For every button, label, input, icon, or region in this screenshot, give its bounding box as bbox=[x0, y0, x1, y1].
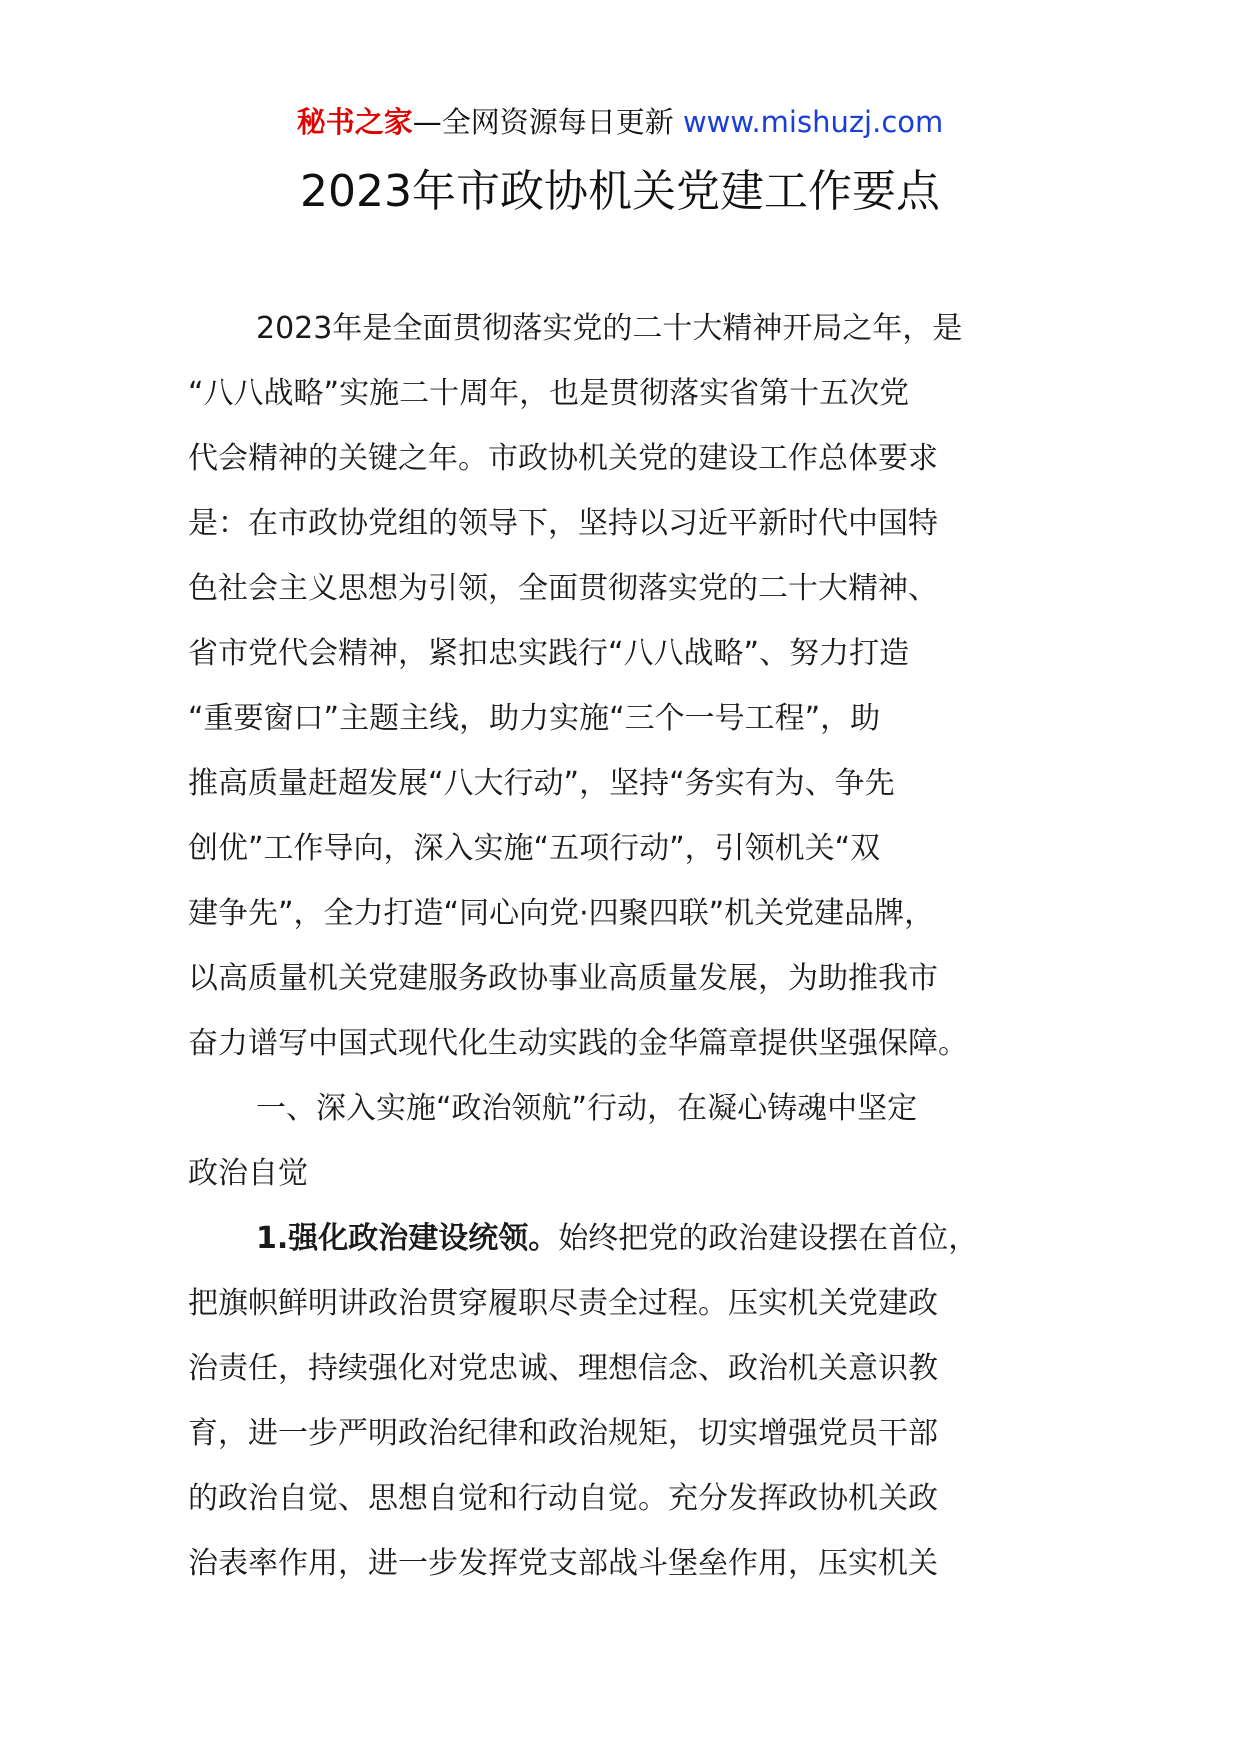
paragraph-line: 建争先”，全力打造“同心向党·四聚四联”机关党建品牌， bbox=[188, 896, 935, 931]
paragraph-line: 代会精神的关键之年。市政协机关党的建设工作总体要求 bbox=[188, 441, 938, 476]
paragraph-line: “重要窗口”主题主线，助力实施“三个一号工程”，助 bbox=[188, 701, 881, 736]
paragraph-line: “八八战略”实施二十周年，也是贯彻落实省第十五次党 bbox=[188, 376, 910, 411]
item-first-line bbox=[188, 1206, 1068, 1271]
paragraph-line: 治表率作用，进一步发挥党支部战斗堡垒作用，压实机关 bbox=[188, 1546, 938, 1581]
document-body bbox=[188, 296, 1068, 1596]
paragraph-line: 色社会主义思想为引领，全面贯彻落实党的二十大精神、 bbox=[188, 571, 938, 606]
document-title: 2023年市政协机关党建工作要点 bbox=[300, 166, 940, 217]
paragraph-line: 推高质量赶超发展“八大行动”，坚持“务实有为、争先 bbox=[188, 766, 895, 801]
paragraph-line: 创优”工作导向，深入实施“五项行动”，引领机关“双 bbox=[188, 831, 881, 866]
site-header bbox=[0, 102, 1240, 142]
item-bold-lead: 1.强化政治建设统领。 bbox=[256, 1221, 559, 1256]
paragraph-line: 把旗帜鲜明讲政治贯穿履职尽责全过程。压实机关党建政 bbox=[188, 1286, 938, 1321]
header-tagline: —全网资源每日更新 bbox=[412, 105, 683, 139]
paragraph-line: 是：在市政协党组的领导下，坚持以习近平新时代中国特 bbox=[188, 506, 938, 541]
section-heading-line: 政治自觉 bbox=[188, 1156, 308, 1191]
item-first-line-text: 始终把党的政治建设摆在首位， bbox=[558, 1221, 979, 1256]
paragraph-line: 育，进一步严明政治纪律和政治规矩，切实增强党员干部 bbox=[188, 1416, 938, 1451]
paragraph-line: 治责任，持续强化对党忠诚、理想信念、政治机关意识教 bbox=[188, 1351, 938, 1386]
section-heading-line: 一、深入实施“政治领航”行动，在凝心铸魂中坚定 bbox=[256, 1091, 918, 1126]
paragraph-line: 省市党代会精神，紧扣忠实践行“八八战略”、努力打造 bbox=[188, 636, 910, 671]
brand-name: 秘书之家 bbox=[296, 105, 413, 139]
paragraph-line: 以高质量机关党建服务政协事业高质量发展，为助推我市 bbox=[188, 961, 938, 996]
paragraph-line: 奋力谱写中国式现代化生动实践的金华篇章提供坚强保障。 bbox=[188, 1026, 968, 1061]
site-url-link[interactable]: www.mishuzj.com bbox=[682, 105, 944, 139]
paragraph-line: 的政治自觉、思想自觉和行动自觉。充分发挥政协机关政 bbox=[188, 1481, 938, 1516]
paragraph-line: 2023年是全面贯彻落实党的二十大精神开局之年，是 bbox=[256, 311, 963, 346]
